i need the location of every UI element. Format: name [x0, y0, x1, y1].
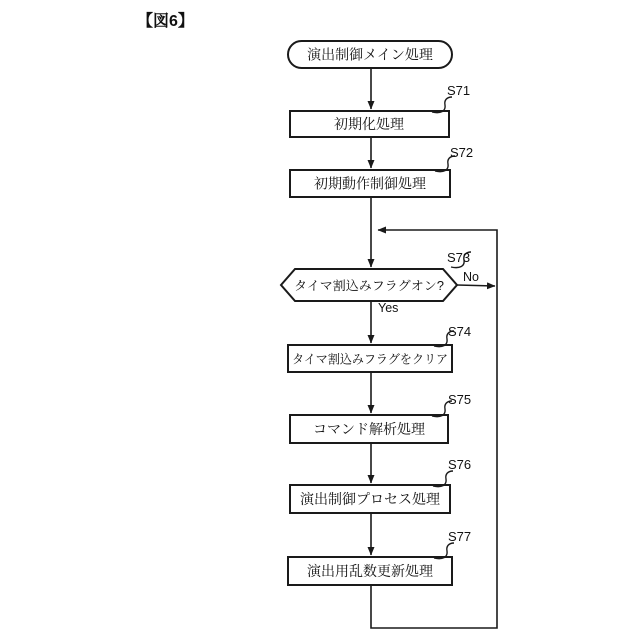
step-s76-id: S76: [448, 457, 472, 472]
figure-title: 【図6】: [137, 13, 194, 30]
step-s71-label: 初期化処理: [334, 116, 404, 132]
start-label: 演出制御メイン処理: [307, 46, 433, 63]
step-s75-id: S75: [448, 392, 472, 407]
step-s74-id: S74: [448, 324, 472, 339]
step-s77-id: S77: [448, 529, 472, 544]
step-s73-id: S73: [447, 250, 471, 265]
step-s73-label: タイマ割込みフラグオン?: [294, 279, 444, 293]
edge-s73-no-branch: [457, 285, 495, 286]
step-s72-label: 初期動作制御処理: [314, 175, 426, 192]
step-s74-label: タイマ割込みフラグをクリア: [292, 352, 448, 367]
step-s77-label: 演出用乱数更新処理: [307, 563, 433, 579]
step-s76-label: 演出制御プロセス処理: [300, 491, 440, 507]
yes-branch-label: Yes: [378, 301, 399, 315]
step-s72-id: S72: [450, 145, 474, 160]
step-s71-id: S71: [447, 83, 471, 98]
step-s75-label: コマンド解析処理: [313, 421, 425, 437]
no-branch-label: No: [463, 270, 479, 284]
